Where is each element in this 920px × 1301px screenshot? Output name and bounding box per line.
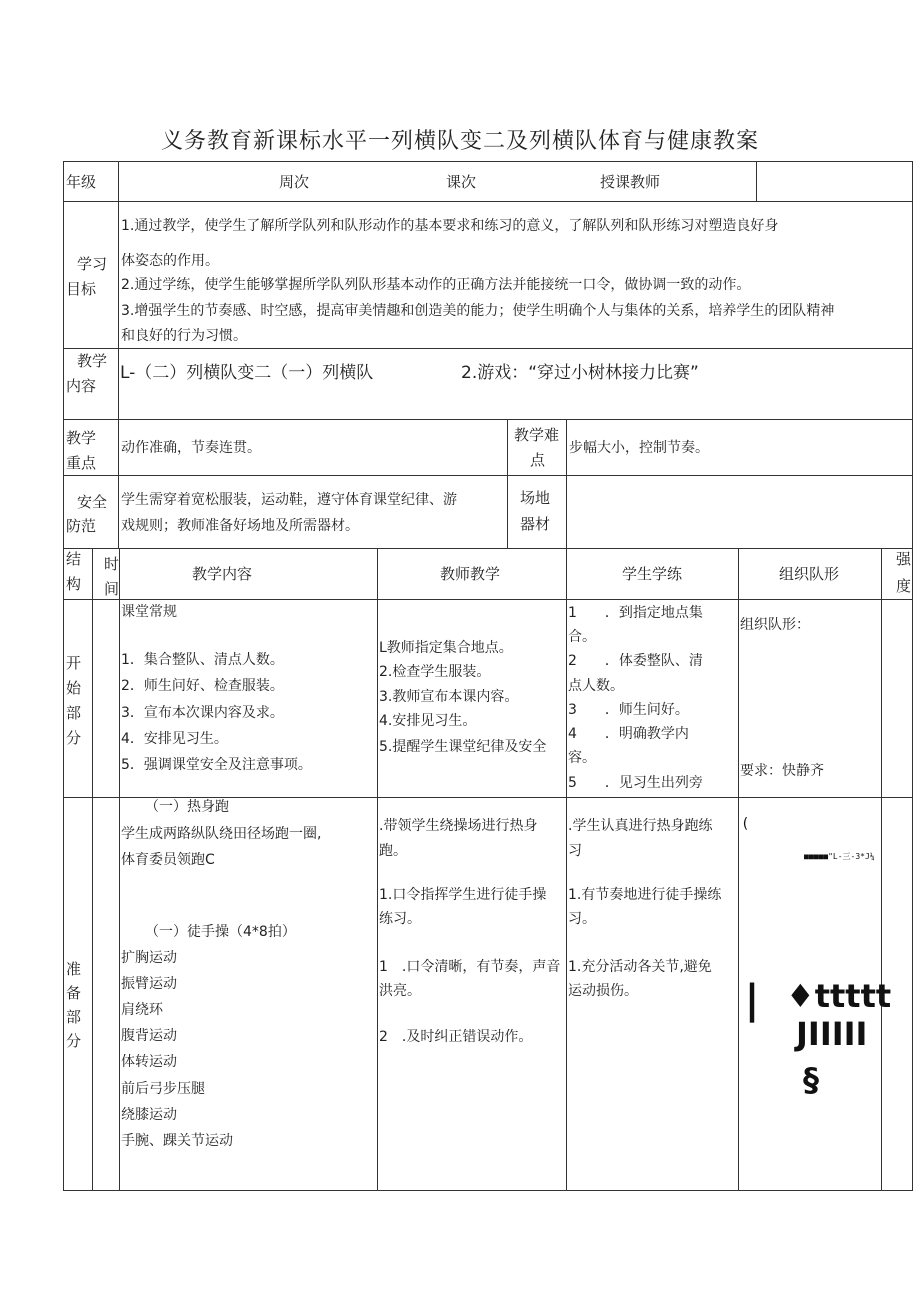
start-teacher-item-5: 5.提醒学生课堂纪律及安全 — [379, 739, 547, 755]
prep-teacher-line-6: 洪亮。 — [379, 983, 421, 999]
prep-student-line-2: 习 — [568, 843, 582, 859]
prep-student-line-3: 1.有节奏地进行徒手操练 — [568, 887, 722, 903]
prep-content-line-12: 手腕、踝关节运动 — [121, 1133, 233, 1149]
prep-teacher-line-4: 练习。 — [379, 911, 421, 927]
start-label-3: 部 — [66, 704, 82, 722]
objectives-label-2: 目标 — [66, 280, 97, 298]
objective-line-3: 2.通过学练，使学生能够掌握所学队列队形基本动作的正确方法并能接统一口令，做协调一致的动作。 — [121, 277, 751, 293]
prep-label-2: 备 — [66, 984, 82, 1002]
document-title: 义务教育新课标水平一列横队变二及列横队体育与健康教案 — [160, 129, 759, 154]
row-divider-start — [63, 599, 913, 600]
row-divider-safety — [63, 475, 913, 476]
week-label: 周次 — [279, 173, 310, 191]
col-divider-teacher — [566, 548, 567, 1191]
col-divider-formation — [881, 548, 882, 1191]
border-right — [912, 161, 913, 1191]
prep-teacher-line-2: 跑。 — [379, 843, 407, 859]
prep-teacher-line-7: 2 .及时纠正错误动作。 — [379, 1029, 533, 1045]
col-intensity-2: 度 — [896, 577, 912, 595]
col-content: 教学内容 — [192, 565, 253, 583]
start-student-line-3: 2 ．体委整队、清 — [568, 653, 703, 669]
col-divider-time — [119, 548, 120, 1191]
prep-teacher-line-1: .带领学生绕操场进行热身 — [379, 818, 538, 834]
start-teacher-item-2: 2.检查学生服装。 — [379, 664, 491, 680]
prep-content-line-4: （一）徒手操（4*8拍） — [145, 924, 296, 940]
row-divider-keypoints — [63, 419, 913, 420]
diagram-row-3: § — [803, 1061, 819, 1099]
objective-line-2: 体姿态的作用。 — [121, 253, 219, 269]
col-structure-1: 结 — [66, 550, 82, 568]
prep-content-line-1: （一）热身跑 — [145, 799, 229, 815]
border-top — [63, 161, 913, 162]
prep-student-line-4: 习。 — [568, 911, 596, 927]
venue-label-1: 场地 — [520, 489, 551, 507]
grade-label: 年级 — [66, 173, 97, 191]
label-column-divider — [118, 161, 119, 549]
diagram-paren: ( — [741, 816, 750, 832]
prep-student-line-1: .学生认真进行热身跑练 — [568, 818, 713, 834]
start-teacher-item-4: 4.安排见习生。 — [379, 713, 477, 729]
start-student-line-5: 3 ．师生问好。 — [568, 702, 689, 718]
start-student-line-1: 1 ．到指定地点集 — [568, 605, 703, 621]
col-divider-content — [377, 548, 378, 1191]
row-divider-header — [63, 548, 913, 549]
prep-content-line-11: 绕膝运动 — [121, 1107, 177, 1123]
col-time-2: 间 — [104, 580, 120, 598]
keypoints-mid-divider-2 — [566, 419, 567, 549]
start-student-line-8: 5 ．见习生出列旁 — [568, 775, 703, 791]
content-label-1: 教学 — [77, 352, 108, 370]
start-content-title: 课堂常规 — [121, 604, 177, 620]
safety-label-2: 防范 — [66, 517, 97, 535]
start-content-item-5: 5．强调课堂安全及注意事项。 — [121, 757, 312, 773]
start-content-item-2: 2．师生问好、检查服装。 — [121, 678, 284, 694]
prep-student-line-6: 运动损伤。 — [568, 983, 638, 999]
lesson-label: 课次 — [446, 173, 477, 191]
safety-line-2: 戏规则；教师准备好场地及所需器材。 — [121, 518, 359, 534]
difficulty-value: 步幅大小，控制节奏。 — [569, 440, 709, 456]
start-student-line-7: 容。 — [568, 750, 596, 766]
prep-teacher-line-3: 1.口令指挥学生进行徒手操 — [379, 887, 547, 903]
content-item-1: L-（二）列横队变二（一）列横队 — [120, 363, 374, 383]
prep-content-line-2: 学生成两路纵队绕田径场跑一圈, — [121, 826, 322, 842]
start-label-4: 分 — [66, 729, 82, 747]
diagram-caption: ■■■■■"L-三-3*J¼ — [804, 852, 875, 861]
start-label-2: 始 — [66, 679, 82, 697]
start-content-item-4: 4．安排见习生。 — [121, 731, 228, 747]
prep-content-line-7: 肩绕环 — [121, 1002, 163, 1018]
diagram-row-1: ♦ttttt — [786, 977, 892, 1015]
prep-content-line-6: 振臂运动 — [121, 976, 177, 992]
keypoints-label-1: 教学 — [66, 429, 97, 447]
border-left — [63, 161, 64, 1191]
col-intensity-1: 强 — [896, 550, 912, 568]
col-student: 学生学练 — [622, 565, 683, 583]
grade-teacher-divider — [756, 161, 757, 201]
prep-content-line-9: 体转运动 — [121, 1054, 177, 1070]
start-formation-label: 组织队形： — [740, 617, 810, 633]
objective-line-4: 3.增强学生的节奏感、时空感，提高审美情趣和创造美的能力；使学生明确个人与集体的关系，培养学生的团队精神 — [121, 303, 835, 319]
safety-label-1: 安全 — [77, 493, 108, 511]
keypoints-value: 动作准确，节奏连贯。 — [121, 440, 261, 456]
diagram-row-2: JIIIII — [796, 1015, 868, 1053]
prep-label-3: 部 — [66, 1008, 82, 1026]
prep-teacher-line-5: 1 .口令清晰，有节奏，声音 — [379, 959, 561, 975]
prep-content-line-10: 前后弓步压腿 — [121, 1081, 205, 1097]
start-student-line-2: 合。 — [568, 629, 596, 645]
start-teacher-item-3: 3.教师宣布本课内容。 — [379, 689, 519, 705]
prep-content-line-5: 扩胸运动 — [121, 950, 177, 966]
col-teacher: 教师教学 — [440, 565, 501, 583]
prep-student-line-5: 1.充分活动各关节,避免 — [568, 959, 712, 975]
start-student-line-6: 4 ．明确教学内 — [568, 726, 689, 742]
diagram-bar: | — [740, 977, 765, 1023]
row-divider-objectives — [63, 201, 913, 202]
prep-content-line-3: 体育委员领跑C — [121, 852, 215, 868]
prep-label-1: 准 — [66, 960, 82, 978]
col-divider-student — [738, 548, 739, 1191]
start-content-item-1: 1．集合整队、清点人数。 — [121, 652, 284, 668]
safety-line-1: 学生需穿着宽松服装，运动鞋，遵守体育课堂纪律、游 — [121, 492, 457, 508]
prep-content-line-8: 腹背运动 — [121, 1028, 177, 1044]
start-formation-requirement: 要求：快静齐 — [740, 763, 824, 779]
col-divider-structure — [92, 548, 93, 1191]
keypoints-mid-divider-1 — [507, 419, 508, 549]
objective-line-5: 和良好的行为习惯。 — [121, 328, 247, 344]
prep-label-4: 分 — [66, 1032, 82, 1050]
content-item-2: 2.游戏：“穿过小树林接力比赛” — [461, 363, 699, 383]
border-bottom — [63, 1190, 913, 1191]
objectives-label-1: 学习 — [77, 255, 108, 273]
difficulty-label-1: 教学难 — [514, 426, 560, 444]
start-content-item-3: 3．宣布本次课内容及求。 — [121, 705, 284, 721]
col-structure-2: 构 — [66, 575, 82, 593]
difficulty-label-2: 点 — [530, 451, 546, 469]
content-label-2: 内容 — [66, 377, 97, 395]
start-teacher-item-1: L教师指定集合地点。 — [379, 640, 513, 656]
teacher-label: 授课教师 — [600, 173, 661, 191]
col-time-1: 时 — [104, 555, 120, 573]
venue-label-2: 器材 — [520, 515, 551, 533]
objective-line-1: 1.通过教学，使学生了解所学队列和队形动作的基本要求和练习的意义，了解队列和队形练习对塑造良好身 — [121, 218, 779, 234]
col-formation: 组织队形 — [779, 565, 840, 583]
start-student-line-4: 点人数。 — [568, 678, 624, 694]
keypoints-label-2: 重点 — [66, 454, 97, 472]
start-label-1: 开 — [66, 654, 82, 672]
